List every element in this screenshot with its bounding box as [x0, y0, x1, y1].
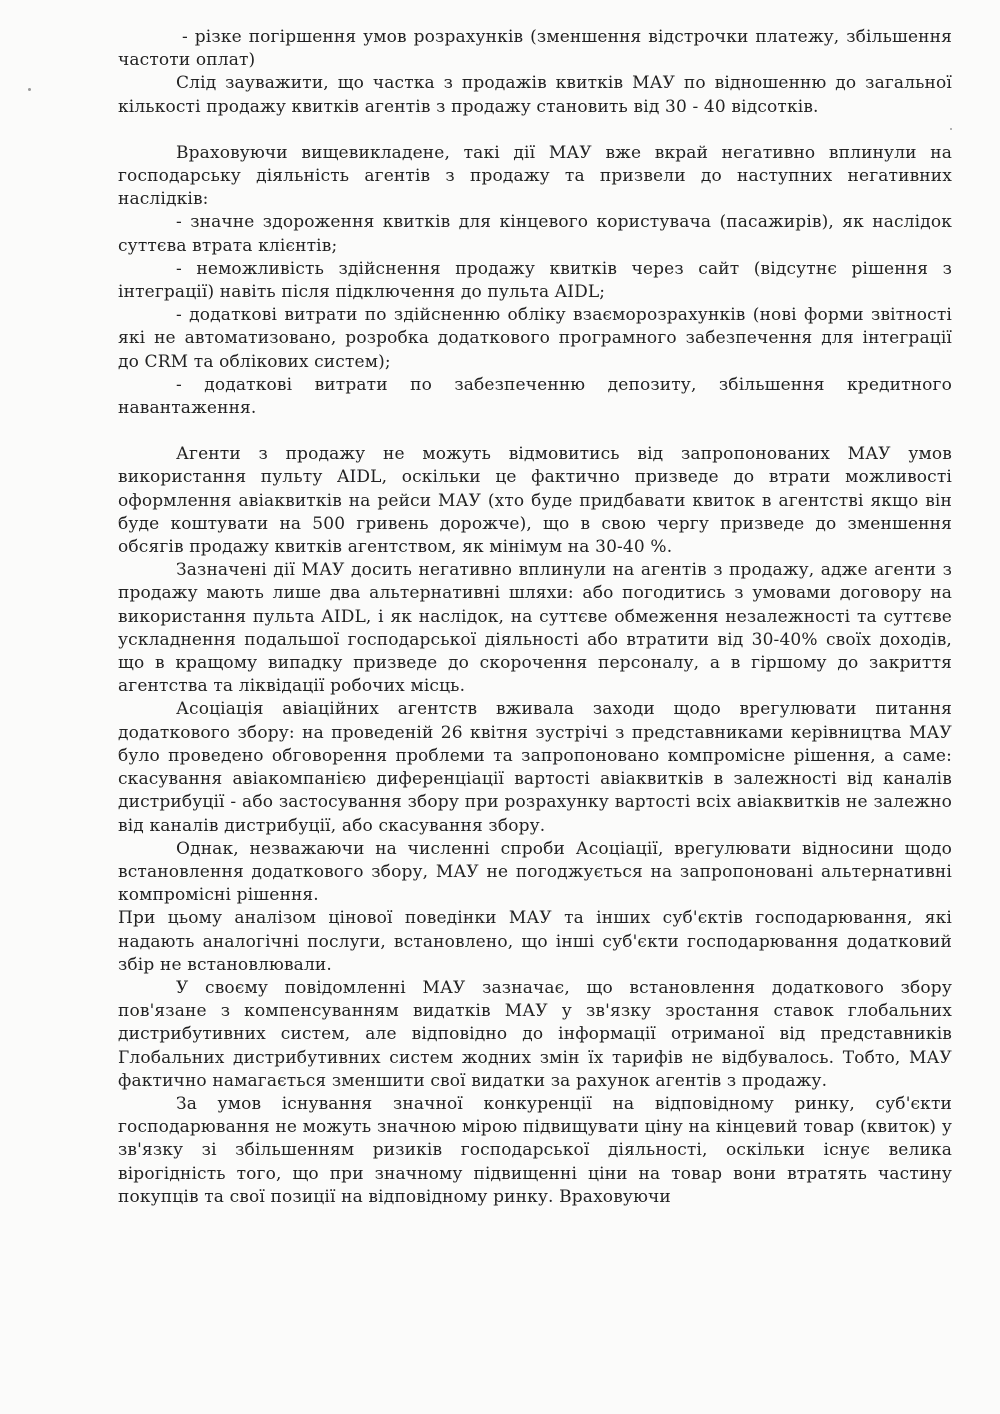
paragraph-ticket-share: Слід зауважити, що частка з продажів квитків МАУ по відношенню до загальної кількості продажу квитків агентів з продажу становить від 30 - 40 відсотків.	[118, 73, 952, 117]
paragraph-attempts: Однак, незважаючи на численні спроби Асоціації, врегулювати відносини щодо встановлення додаткового збору, МАУ не погоджується на запропоновані альтернативні компромісні рішення.	[118, 838, 952, 906]
paragraph-bullet-accounting-costs: - додаткові витрати по здійсненню обліку взаєморозрахунків (нові форми звітності які не автоматизовано, розробка додаткового програмного забезпечення для інтеграції до CRM та облікових систем);	[118, 305, 952, 372]
paragraph-bullet-website-sales: - неможливість здійснення продажу квитків через сайт (відсутнє рішення з інтеграції) навіть після підключення до пульта AIDL;	[118, 258, 952, 303]
paragraph-competition: За умов існування значної конкуренції на відповідному ринку, суб'єкти господарювання не можуть значною мірою підвищувати ціну на кінцевий товар (квиток) у зв'язку зі збільшенням ризиків господарської діяльності, оскільки існує велика вірогідність того, що при значному підвищенні ціни на товар вони втратять частину покупців та свої позиції на відповідному ринку. Враховуючи	[118, 1093, 952, 1207]
scan-speck	[28, 88, 31, 91]
paragraph-aidl-conditions: Агенти з продажу не можуть відмовитись від запропонованих МАУ умов використання пульту AIDL, оскільки це фактично призведе до втрати можливості оформлення авіаквитків на рейси МАУ (хто буде придбавати квиток в агентстві якщо він буде коштувати на 500 гривень дорожче), що в свою чергу призведе до зменшення обсягів продажу квитків агентством, як мінімум на 30-40 %.	[118, 444, 952, 558]
document-body	[118, 26, 952, 1209]
paragraph-price-behavior: При цьому аналізом цінової поведінки МАУ та інших суб'єктів господарювання, які надають аналогічні послуги, встановлено, що інші суб'єкти господарювання додатковий збір не встановлювали.	[118, 908, 952, 975]
paragraph-alternatives: Зазначені дії МАУ досить негативно вплинули на агентів з продажу, адже агенти з продажу мають лише два альтернативні шляхи: або погодитись з умовами договору на використання пульта AIDL, і як наслідок, на суттєве обмеження незалежності та суттєве ускладнення подальшої господарської діяльності або втратити від 30-40% своїх доходів, що в кращому випадку призведе до скорочення персоналу, а в гіршому до закриття агентства та ліквідації робочих місць.	[118, 560, 952, 697]
paragraph-bullet-deposit-costs: - додаткові витрати по забезпеченню депозиту, збільшення кредитного навантаження.	[118, 374, 952, 419]
paragraph-bullet-price-increase: - значне здороження квитків для кінцевого користувача (пасажирів), як наслідок суттєва втрата клієнтів;	[118, 212, 952, 256]
paragraph-gap	[118, 119, 952, 142]
paragraph-gap	[118, 420, 952, 443]
paragraph-bullet-settlement-terms: - різке погіршення умов розрахунків (зменшення відстрочки платежу, збільшення частоти оплат)	[118, 27, 952, 71]
paragraph-mau-statement: У своєму повідомленні МАУ зазначає, що встановлення додаткового збору пов'язане з компенсуванням видатків МАУ у зв'язку зростання ставок глобальних дистрибутивних систем, але відповідно до інформації отриманої від представників Глобальних дистрибутивних систем жодних змін їх тарифів не відбувалось. Тобто, МАУ фактично намагається зменшити свої видатки за рахунок агентів з продажу.	[118, 977, 952, 1091]
paragraph-negative-impact: Враховуючи вищевикладене, такі дії МАУ вже вкрай негативно вплинули на господарську діяльність агентів з продажу та призвели до наступних негативних наслідків:	[118, 142, 952, 210]
paragraph-association-measures: Асоціація авіаційних агентств вживала заходи щодо врегулювати питання додаткового збору: на проведеній 26 квітня зустрічі з представниками керівництва МАУ було проведено обговорення проблеми та запропоновано компромісне рішення, а саме: скасування авіакомпанією диференціації вартості авіаквитків в залежності від каналів дистрибуції - або застосування збору при розрахунку вартості всіх авіаквитків не залежно від каналів дистрибуції, або скасування збору.	[118, 699, 952, 836]
